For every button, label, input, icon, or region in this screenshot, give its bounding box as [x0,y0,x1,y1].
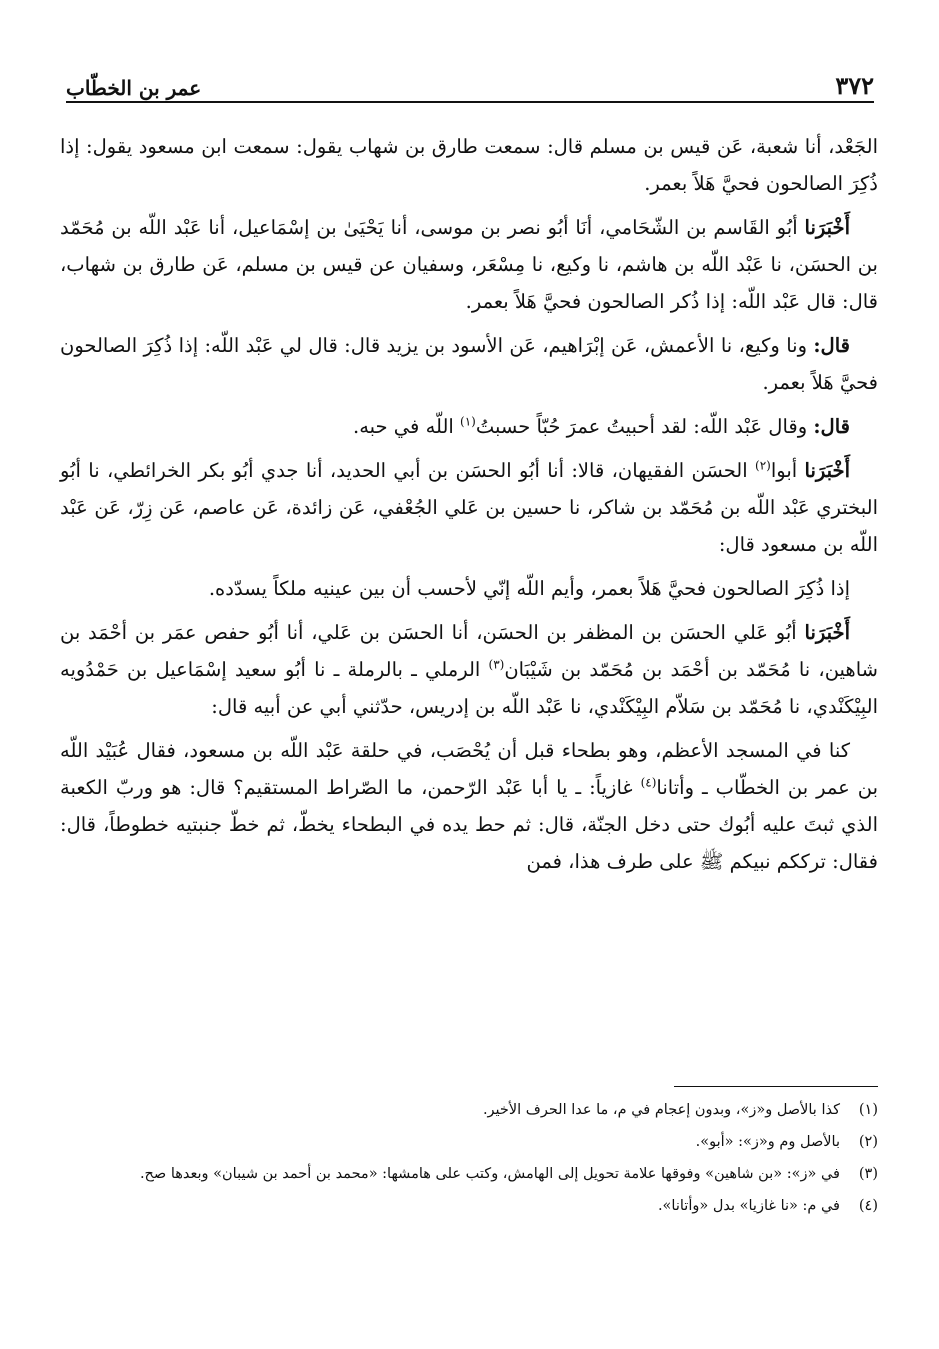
paragraph [60,128,878,202]
paragraph-lead: قال: [813,415,850,438]
footnote [60,1096,878,1124]
running-title: عمر بن الخطّاب [66,76,202,100]
footnote-ref[interactable]: (٣) [488,657,505,672]
paragraph-text-tail: اللّه في حبه. [353,415,461,438]
footnote-text: في «ز»: «بن شاهين» وفوقها علامة تحويل إلى الهامش، وكتب على هامشها: «محمد بن أحمد بن شيبان» وبعدها صح. [139,1166,840,1182]
footnote-ref[interactable]: (٤) [640,775,657,790]
paragraph-text: الجَعْد، أنا شعبة، عَن قيس بن مسلم قال: سمعت طارق بن شهاب يقول: سمعت ابن مسعود يقول: إذا ذُكِرَ الصالحون فحيَّ هَلاً بعمر. [60,135,878,195]
footnote [60,1128,878,1156]
footnote-text: بالأصل وم و«ز»: «أبو». [695,1134,840,1150]
paragraph [60,408,878,445]
paragraph-lead: أَخْبَرَنا [804,216,850,239]
paragraph-text: ونا وكيع، نا الأعمش، عَن إبْرَاهيم، عَن الأسود بن يزيد قال: قال لي عَبْد اللّه: إذا ذُكِرَ الصالحون فحيَّ هَلاً بعمر. [60,334,878,394]
paragraph [60,614,878,725]
paragraph-text: أبُو عَلي الحسَن بن المظفر بن الحسَن، أنا الحسَن بن عَلي، أنا أبُو حفص عمَر بن أحْمَد بن شاهين، نا مُحَمّد بن أحْمَد بن مُحَمّد بن شَيْبَان [60,621,878,681]
footnote-mark: (٢) [858,1134,878,1150]
paragraph-text-tail: الحسَن الفقيهان، قالا: أنا أبُو الحسَن بن أبي الحديد، أنا جدي أبُو بكر الخرائطي، نا أبُو البختري عَبْد اللّه بن مُحَمّد بن شاكر، نا حسين بن عَلي الجُعْفي، عَن زائدة، عَن عاصم، عَن زِرّ، عَن عَبْد اللّه بن مسعود قال: [60,459,878,556]
paragraph-lead: أَخْبَرَنا [804,621,850,644]
footnote-ref[interactable]: (٢) [755,458,771,473]
footnote-text: كذا بالأصل و«ز»، وبدون إعجام في م، ما عدا الحرف الأخير. [482,1102,840,1118]
footnote-text: في م: «نا غازيا» بدل «وأتانا». [657,1198,840,1214]
paragraph [60,732,878,880]
paragraph [60,209,878,320]
paragraph-lead: قال: [813,334,850,357]
paragraph [60,452,878,563]
footnote-ref[interactable]: (١) [460,414,476,429]
paragraph-text-tail: غازياً: ـ يا أبا عَبْد الرّحمن، ما الصّراط المستقيم؟ قال: هو وربّ الكعبة الذي ثبتَ عليه أبُوك حتى دخل الجنّة، قال: ثم حط يده في البطحاء يخطّ، ثم خطّ جنبتيه خطوطاً، قال: فقال: ترككم نبيكم ﷺ على طرف هذا، فمن [60,776,878,873]
footnotes [60,1096,878,1224]
paragraph [60,570,878,607]
footnote-mark: (٤) [858,1198,878,1214]
footnote-mark: (١) [858,1102,878,1118]
paragraph [60,327,878,401]
paragraph-text: وقال عَبْد اللّه: لقد أحبيتُ عمرَ حُبّاً حسبتُ [475,415,814,438]
paragraph-text-tail: الرملي ـ بالرملة ـ نا أبُو سعيد إسْمَاعيل بن حَمْدُويه البِيْكَنْدي، نا مُحَمّد بن سَلاّم البِيْكَنْدي، نا عَبْد اللّه بن إدريس، حدّثني أبي عن أبيه قال: [60,658,878,718]
paragraph-lead: أَخْبَرَنا [804,459,850,482]
header-rule [66,101,874,103]
paragraph-text: كنا في المسجد الأعظم، وهو بطحاء قبل أن يُحْصَب، في حلقة عَبْد اللّه بن مسعود، فقال عُبَيْد اللّه بن عمر بن الخطّاب ـ وأتانا [60,739,879,799]
paragraph-text: أبُو القَاسم بن الشّحَامي، أنَا أبُو نصر بن موسى، أنا يَحْيَىٰ بن إسْمَاعيل، أنا عَبْد اللّه بن مُحَمّد بن الحسَن، نا عَبْد اللّه بن هاشم، نا وكيع، نا مِسْعَر، وسفيان عن قيس بن مسلم، عَن طارق بن شهاب، قال: قال عَبْد اللّه: إذا ذُكر الصالحون فحيَّ هَلاً بعمر. [60,216,878,313]
page-number: ٣٧٢ [835,71,874,100]
footnote [60,1192,878,1220]
footnote [60,1160,878,1188]
running-header [66,60,874,100]
paragraph-text: أبوا [770,459,805,482]
paragraph-text: إذا ذُكِرَ الصالحون فحيَّ هَلاً بعمر، وأيم اللّه إنّي لأحسب أن بين عينيه ملكاً يسدّده. [208,577,850,600]
footnote-mark: (٣) [858,1166,878,1182]
footnote-rule [674,1086,878,1087]
main-text [60,128,878,887]
